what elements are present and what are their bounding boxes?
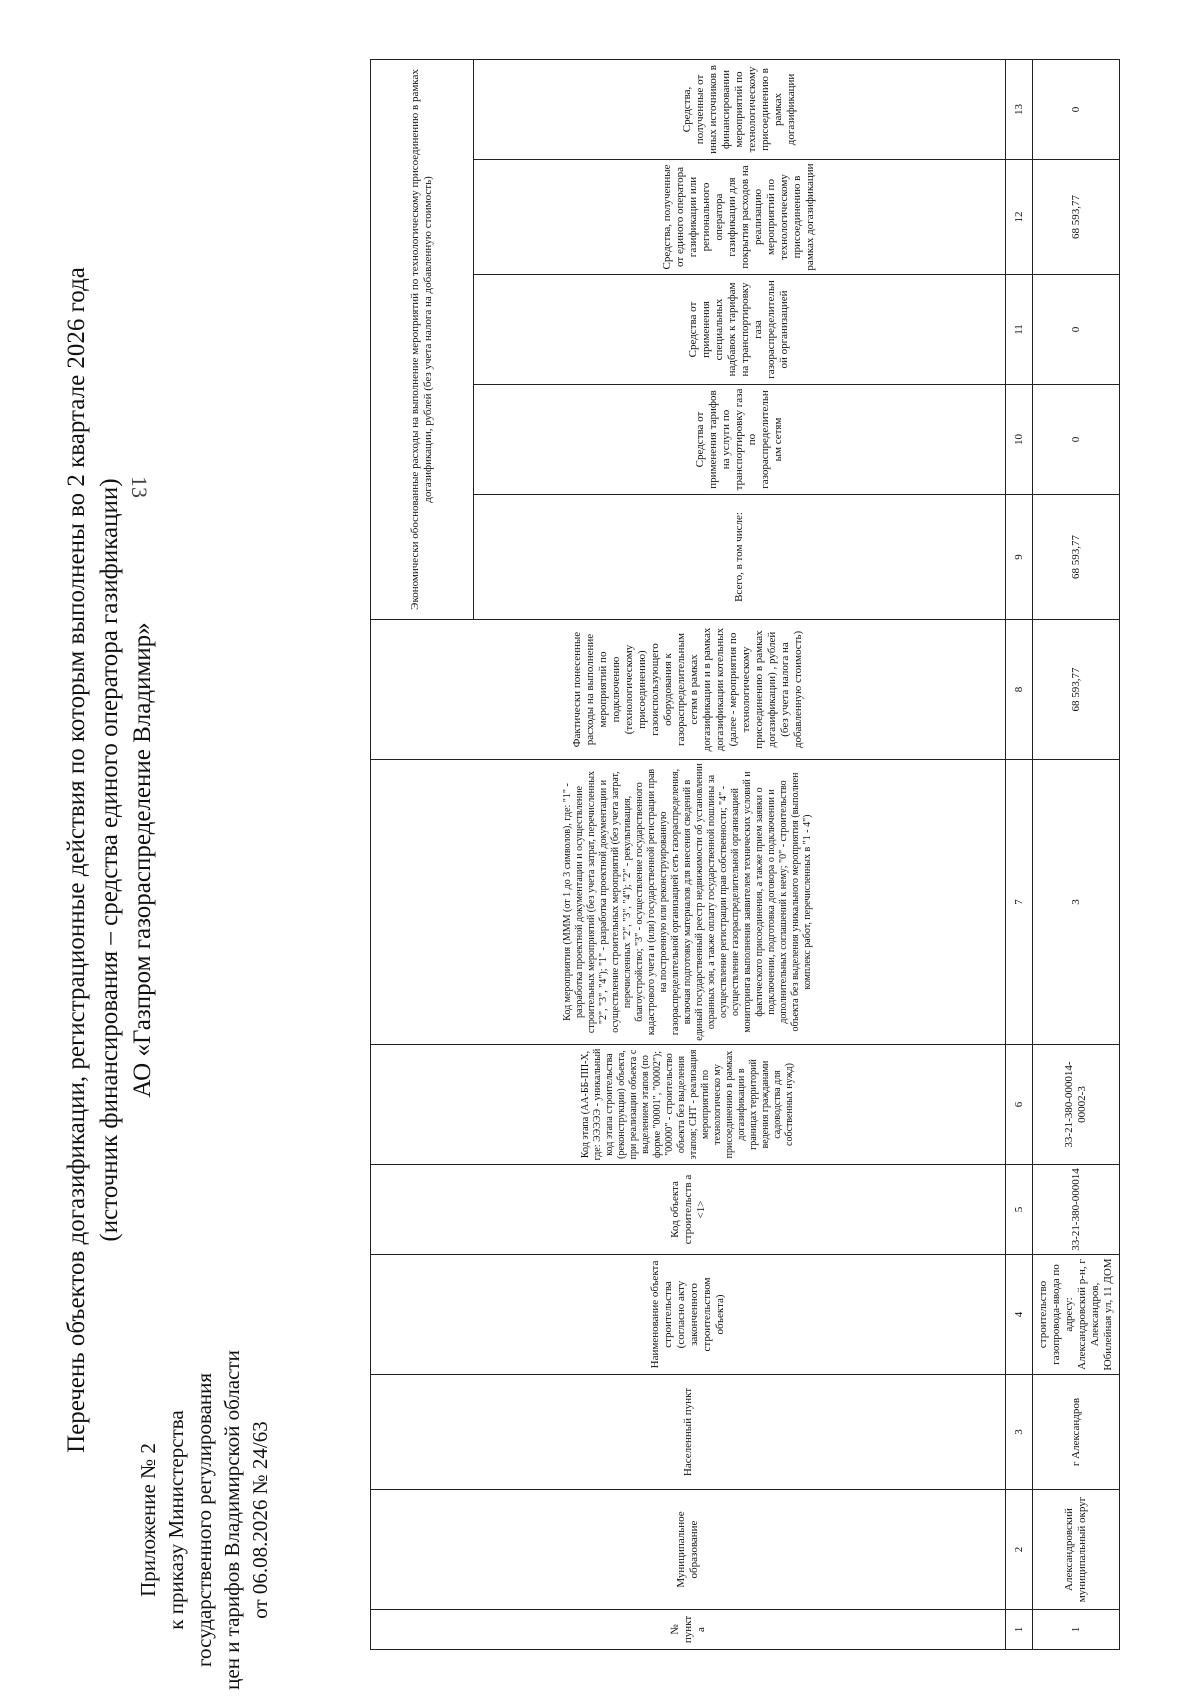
header-cell: Средства, полученные от иных источников в финансировании мероприятий по технологическому присоединению в рамках догазификации (473, 59, 1006, 159)
column-number: 9 (1006, 495, 1033, 620)
column-number: 1 (1006, 1610, 1033, 1650)
column-number: 2 (1006, 1490, 1033, 1610)
cell-stage-code: 33-21-380-000014-00002-3 (1033, 1045, 1120, 1165)
header-cell: Код мероприятия (МММ (от 1 до 3 символов), где: "1" - разработка проектной документации и осуществление строительных мероприятий (без учета затрат, перечисленных "2", "3", "4"); "1" - разработка проектной документации и осуществление строительных мероприятий (без учета затрат, перечисленных "2", "3", "4"); "2" - рекультивация, благоустройство; "3" - осуществление государственного кадастрового учета и (или) государственной регистрации прав на построенную или реконструированную газораспределительной организацией сеть газораспределения, включая подготовку материалов для внесения сведений в единый государственный реестр недвижимости об установлении охранных зон, а также оплату государственной пошлины за осуществление регистрации прав собственности; "4" - осуществление газораспределительной организацией мониторинга выполнения заявителем технических условий и фактического присоединения, а также прием заявки о подключении, подготовка договора о подключении и дополнительных соглашений к нему; "0" - строительство объекта без выделения уникального мероприятия (выполнен комплекс работ, перечисленных в "1 - 4") (371, 760, 1006, 1045)
header-group-cell: Экономически обоснованные расходы на выполнение мероприятий по технологическому присоединению в рамках догазификации, рублей (без учета налога на добавленную стоимость) (371, 59, 474, 619)
table-row (1033, 59, 1120, 1649)
column-number-row (1006, 59, 1033, 1649)
header-cell: Фактически понесенные расходы на выполнение мероприятий по подключению (технологическому присоединению) газоиспользующего оборудования к газораспределительным сетям в рамках догазификации и в рамках догазификации котельных (далее - мероприятия по технологическому присоединению в рамках догазификации) , рублей (без учета налога на добавленную стоимость) (371, 620, 1006, 760)
column-number: 8 (1006, 620, 1033, 760)
column-number: 6 (1006, 1045, 1033, 1165)
document-heading (60, 110, 159, 1610)
cell-operator-funds: 68 593,77 (1033, 160, 1120, 275)
header-cell: № пункт а (371, 1610, 1006, 1650)
cell-object-code: 33-21-380-000014 (1033, 1165, 1120, 1255)
cell-number: 1 (1033, 1610, 1120, 1650)
cell-activity-code: 3 (1033, 760, 1120, 1045)
page-number: 13 (127, 476, 152, 498)
annex-line: от 06.08.2026 № 24/63 (248, 1421, 272, 1619)
cell-object-name: строительство газопровода-ввода по адресу: Александровский р-н, г Александров, Юбилейная ул, 11 ДОМ (1033, 1255, 1120, 1375)
header-cell: Код объекта строительств а <1> (371, 1165, 1006, 1255)
column-number: 4 (1006, 1255, 1033, 1375)
cell-actual-costs: 68 593,77 (1033, 620, 1120, 760)
heading-line: Перечень объектов догазификации, регистрационные действия по которым выполнены во 2 квартале 2026 года (63, 267, 90, 1453)
column-number: 12 (1006, 160, 1033, 275)
header-cell: Средства, полученные от единого оператора газификации или регионального оператора газификации для покрытия расходов на реализацию мероприятий по технологическому присоединению в рамках догазификации (473, 160, 1006, 275)
column-number: 13 (1006, 59, 1033, 159)
column-number: 10 (1006, 385, 1033, 495)
heading-line: АО «Газпром газораспределение Владимир» (129, 622, 156, 1098)
annex-line: к приказу Министерства (164, 1410, 188, 1630)
annex-line: цен и тарифов Владимирской области (220, 1350, 244, 1690)
cell-total: 68 593,77 (1033, 495, 1120, 620)
objects-table (370, 59, 1120, 1650)
header-cell: Код этапа (АА-ББ-ПП-Х, где: ЭЭЭЭЭ - уникальный код этапа строительства (реконструкции) объекта, при реализации объекта с выделением этапов (по форме "00001", "00002"); "00000" - строительство объекта без выделения этапов; СНТ - реализация мероприятий по технологическо му присоединению в рамках догазификации в границах территорий ведения гражданами садоводства для собственных нужд) (371, 1045, 1006, 1165)
header-cell: Средства от применения тарифов на услуги по транспортировку газа по газораспределительным сетям (473, 385, 1006, 495)
column-number: 7 (1006, 760, 1033, 1045)
heading-line: (источник финансирования – средства единого оператора газификации) (96, 478, 123, 1242)
header-cell: Муниципальное образование (371, 1490, 1006, 1610)
cell-surcharge-funds: 0 (1033, 275, 1120, 385)
header-cell: Средства от применения специальных надбавок к тарифам на транспортировку газа газораспределительной организацией (473, 275, 1006, 385)
column-number: 3 (1006, 1375, 1033, 1490)
cell-tariff-funds: 0 (1033, 385, 1120, 495)
header-row (371, 59, 474, 1649)
cell-settlement: г Александров (1033, 1375, 1120, 1490)
header-cell: Всего, в том числе: (473, 495, 1006, 620)
column-number: 11 (1006, 275, 1033, 385)
cell-municipality: Александровский муниципальный округ (1033, 1490, 1120, 1610)
header-cell: Населенный пункт (371, 1375, 1006, 1490)
annex-line: Приложение № 2 (136, 1443, 160, 1597)
header-cell: Наименование объекта строительства (согласно акту законченного строительством объекта) (371, 1255, 1006, 1375)
annex-line: государственного регулирования (192, 1372, 216, 1668)
column-number: 5 (1006, 1165, 1033, 1255)
cell-other-funds: 0 (1033, 59, 1120, 159)
